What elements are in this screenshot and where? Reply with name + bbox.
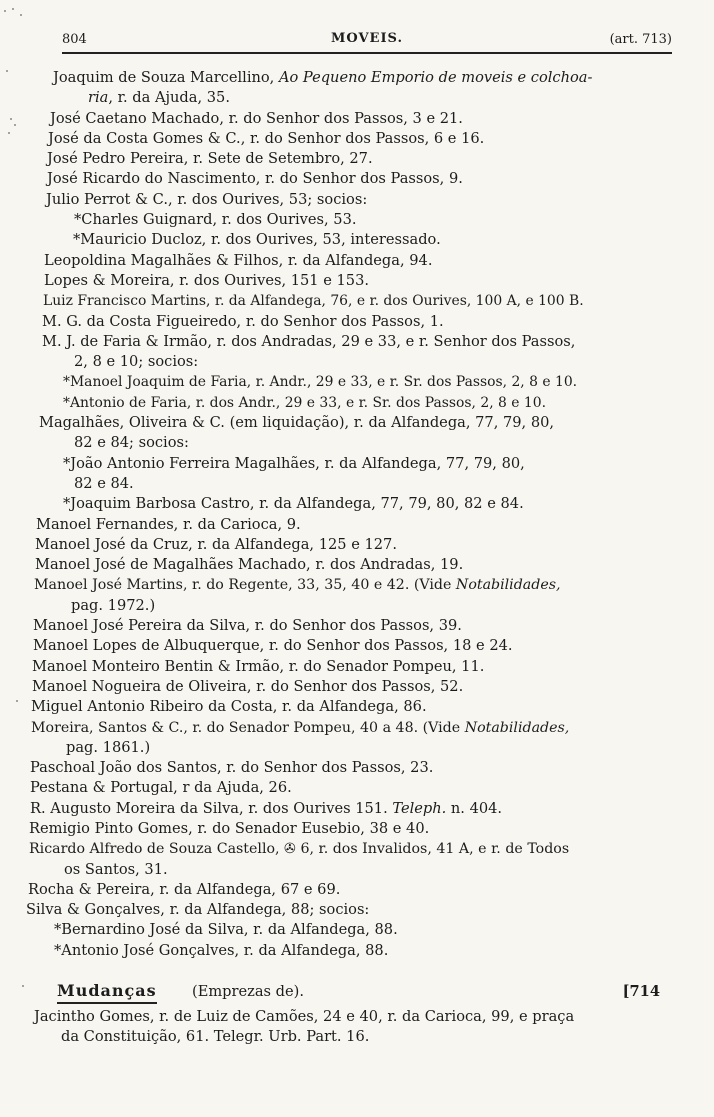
entry-text: Pestana & Portugal, r da Ajuda, 26. bbox=[30, 779, 292, 797]
entry-text: *João Antonio Ferreira Magalhães, r. da Alfandega, 77, 79, 80, bbox=[63, 454, 525, 472]
entry-text: 2, 8 e 10; socios: bbox=[74, 353, 199, 371]
list-item bbox=[0, 494, 714, 514]
entry-text: Manoel Nogueira de Oliveira, r. do Senhor dos Passos, 52. bbox=[32, 677, 464, 695]
entry-italic: Ao Pequeno Emporio de moveis e colchoa- bbox=[278, 69, 593, 86]
entry-text: Ricardo Alfredo de Souza Castello, ✇ 6, r. dos Invalidos, 41 A, e r. de Todos bbox=[29, 841, 570, 858]
entry-italic: Teleph. bbox=[392, 799, 447, 817]
entry-text: pag. 1972.) bbox=[71, 596, 156, 614]
list-item bbox=[0, 312, 714, 332]
list-item bbox=[0, 352, 714, 372]
entry-text: *Antonio de Faria, r. dos Andr., 29 e 33, e r. Sr. dos Passos, 2, 8 e 10. bbox=[63, 394, 547, 411]
entry-text: Manoel Monteiro Bentin & Irmão, r. do Senador Pompeu, 11. bbox=[32, 657, 485, 675]
entry-text: , r. da Ajuda, 35. bbox=[108, 89, 230, 107]
list-item bbox=[0, 190, 714, 210]
entry-text: Manoel José da Cruz, r. da Alfandega, 125 e 127. bbox=[35, 535, 397, 553]
entry-text: Miguel Antonio Ribeiro da Costa, r. da Alfandega, 86. bbox=[31, 698, 427, 716]
list-item bbox=[0, 515, 714, 535]
entry-text: *Charles Guignard, r. dos Ourives, 53. bbox=[74, 211, 357, 229]
list-item bbox=[0, 433, 714, 453]
entry-text: José da Costa Gomes & C., r. do Senhor dos Passos, 6 e 16. bbox=[48, 129, 485, 147]
entry-text: Manoel José de Magalhães Machado, r. dos Andradas, 19. bbox=[35, 556, 464, 574]
list-item bbox=[0, 799, 714, 819]
entry-text: *Joaquim Barbosa Castro, r. da Alfandega, 77, 79, 80, 82 e 84. bbox=[63, 495, 524, 513]
list-item bbox=[0, 474, 714, 494]
list-item bbox=[0, 860, 714, 880]
article-reference: (art. 713) bbox=[609, 32, 672, 47]
entry-text: M. G. da Costa Figueiredo, r. do Senhor dos Passos, 1. bbox=[42, 312, 444, 330]
entry-text: *Bernardino José da Silva, r. da Alfandega, 88. bbox=[54, 921, 398, 939]
list-item bbox=[0, 636, 714, 656]
section-heading bbox=[0, 981, 714, 1007]
page-header bbox=[62, 30, 672, 54]
entry-text: Manoel Lopes de Albuquerque, r. do Senhor dos Passos, 18 e 24. bbox=[33, 637, 513, 655]
list-item bbox=[0, 129, 714, 149]
section-subtitle: (Emprezas de). bbox=[192, 983, 304, 1001]
entry-text: 82 e 84; socios: bbox=[74, 434, 189, 452]
list-item bbox=[0, 291, 714, 311]
entry-text: *Mauricio Ducloz, r. dos Ourives, 53, interessado. bbox=[73, 231, 441, 249]
list-item bbox=[0, 718, 714, 738]
list-item bbox=[0, 900, 714, 920]
entry-text: José Caetano Machado, r. do Senhor dos Passos, 3 e 21. bbox=[50, 109, 463, 127]
list-item bbox=[0, 596, 714, 616]
entry-text: pag. 1861.) bbox=[66, 738, 151, 756]
entry-text: Moreira, Santos & C., r. do Senador Pompeu, 40 a 48. (Vide bbox=[31, 719, 465, 736]
entry-italic: Notabilidades, bbox=[464, 719, 570, 736]
entry-text: n. 404. bbox=[446, 799, 503, 817]
list-item bbox=[0, 210, 714, 230]
entry-text: Leopoldina Magalhães & Filhos, r. da Alfandega, 94. bbox=[44, 251, 433, 269]
list-item bbox=[0, 149, 714, 169]
entry-text: Julio Perrot & C., r. dos Ourives, 53; socios: bbox=[46, 190, 368, 208]
list-item bbox=[0, 677, 714, 697]
list-item bbox=[0, 1007, 714, 1027]
entry-italic: Notabilidades, bbox=[455, 577, 561, 594]
list-item bbox=[0, 88, 714, 108]
entry-text: *Manoel Joaquim de Faria, r. Andr., 29 e 33, e r. Sr. dos Passos, 2, 8 e 10. bbox=[63, 374, 578, 391]
entry-text: Manoel Fernandes, r. da Carioca, 9. bbox=[36, 515, 301, 533]
list-item bbox=[0, 941, 714, 961]
list-item bbox=[0, 271, 714, 291]
section-title: Mudanças bbox=[57, 981, 157, 1004]
section-number: [714 bbox=[622, 983, 660, 1001]
list-item bbox=[0, 575, 714, 595]
entry-text: Remigio Pinto Gomes, r. do Senador Eusebio, 38 e 40. bbox=[29, 819, 430, 837]
entry-text: Manoel José Martins, r. do Regente, 33, 35, 40 e 42. (Vide bbox=[34, 577, 456, 594]
list-item bbox=[0, 738, 714, 758]
list-item bbox=[0, 920, 714, 940]
list-item bbox=[0, 880, 714, 900]
entry-text: Paschoal João dos Santos, r. do Senhor dos Passos, 23. bbox=[30, 759, 434, 777]
entry-text: Manoel José Pereira da Silva, r. do Senhor dos Passos, 39. bbox=[33, 617, 462, 635]
entry-text: Lopes & Moreira, r. dos Ourives, 151 e 153. bbox=[44, 271, 370, 289]
list-item bbox=[0, 657, 714, 677]
list-item bbox=[0, 778, 714, 798]
list-item bbox=[0, 109, 714, 129]
list-item bbox=[0, 68, 714, 88]
entry-text: M. J. de Faria & Irmão, r. dos Andradas, 29 e 33, e r. Senhor dos Passos, bbox=[42, 332, 576, 350]
list-item bbox=[0, 535, 714, 555]
entry-text: Magalhães, Oliveira & C. (em liquidação), r. da Alfandega, 77, 79, 80, bbox=[39, 414, 555, 432]
entry-text: Joaquim de Souza Marcellino, bbox=[53, 69, 279, 86]
entry-text: os Santos, 31. bbox=[64, 860, 168, 878]
entry-text: José Pedro Pereira, r. Sete de Setembro, 27. bbox=[47, 150, 373, 168]
list-item bbox=[0, 1027, 714, 1047]
page-title: MOVEIS. bbox=[330, 31, 403, 46]
entry-text: Luiz Francisco Martins, r. da Alfandega, 76, e r. dos Ourives, 100 A, e 100 B. bbox=[43, 293, 584, 310]
entry-text: da Constituição, 61. Telegr. Urb. Part. 16. bbox=[61, 1028, 370, 1046]
list-item bbox=[0, 413, 714, 433]
list-item bbox=[0, 758, 714, 778]
list-item bbox=[0, 819, 714, 839]
list-item bbox=[0, 697, 714, 717]
entry-italic: ria bbox=[88, 89, 109, 107]
entry-text: Rocha & Pereira, r. da Alfandega, 67 e 69. bbox=[28, 880, 341, 898]
list-item bbox=[0, 616, 714, 636]
entry-text: *Antonio José Gonçalves, r. da Alfandega, 88. bbox=[54, 941, 389, 959]
list-item bbox=[0, 230, 714, 250]
list-item bbox=[0, 454, 714, 474]
entry-text: R. Augusto Moreira da Silva, r. dos Ourives 151. bbox=[30, 799, 393, 817]
entry-text: 82 e 84. bbox=[74, 474, 134, 492]
entry-text: Jacintho Gomes, r. de Luiz de Camões, 24 e 40, r. da Carioca, 99, e praça bbox=[34, 1008, 575, 1026]
list-item bbox=[0, 169, 714, 189]
entry-list bbox=[0, 68, 714, 1048]
list-item bbox=[0, 839, 714, 859]
list-item bbox=[0, 393, 714, 413]
list-item bbox=[0, 251, 714, 271]
page-number: 804 bbox=[62, 32, 87, 47]
list-item bbox=[0, 332, 714, 352]
list-item bbox=[0, 555, 714, 575]
list-item bbox=[0, 372, 714, 392]
entry-text: Silva & Gonçalves, r. da Alfandega, 88; socios: bbox=[26, 901, 370, 919]
entry-text: José Ricardo do Nascimento, r. do Senhor dos Passos, 9. bbox=[47, 170, 463, 188]
